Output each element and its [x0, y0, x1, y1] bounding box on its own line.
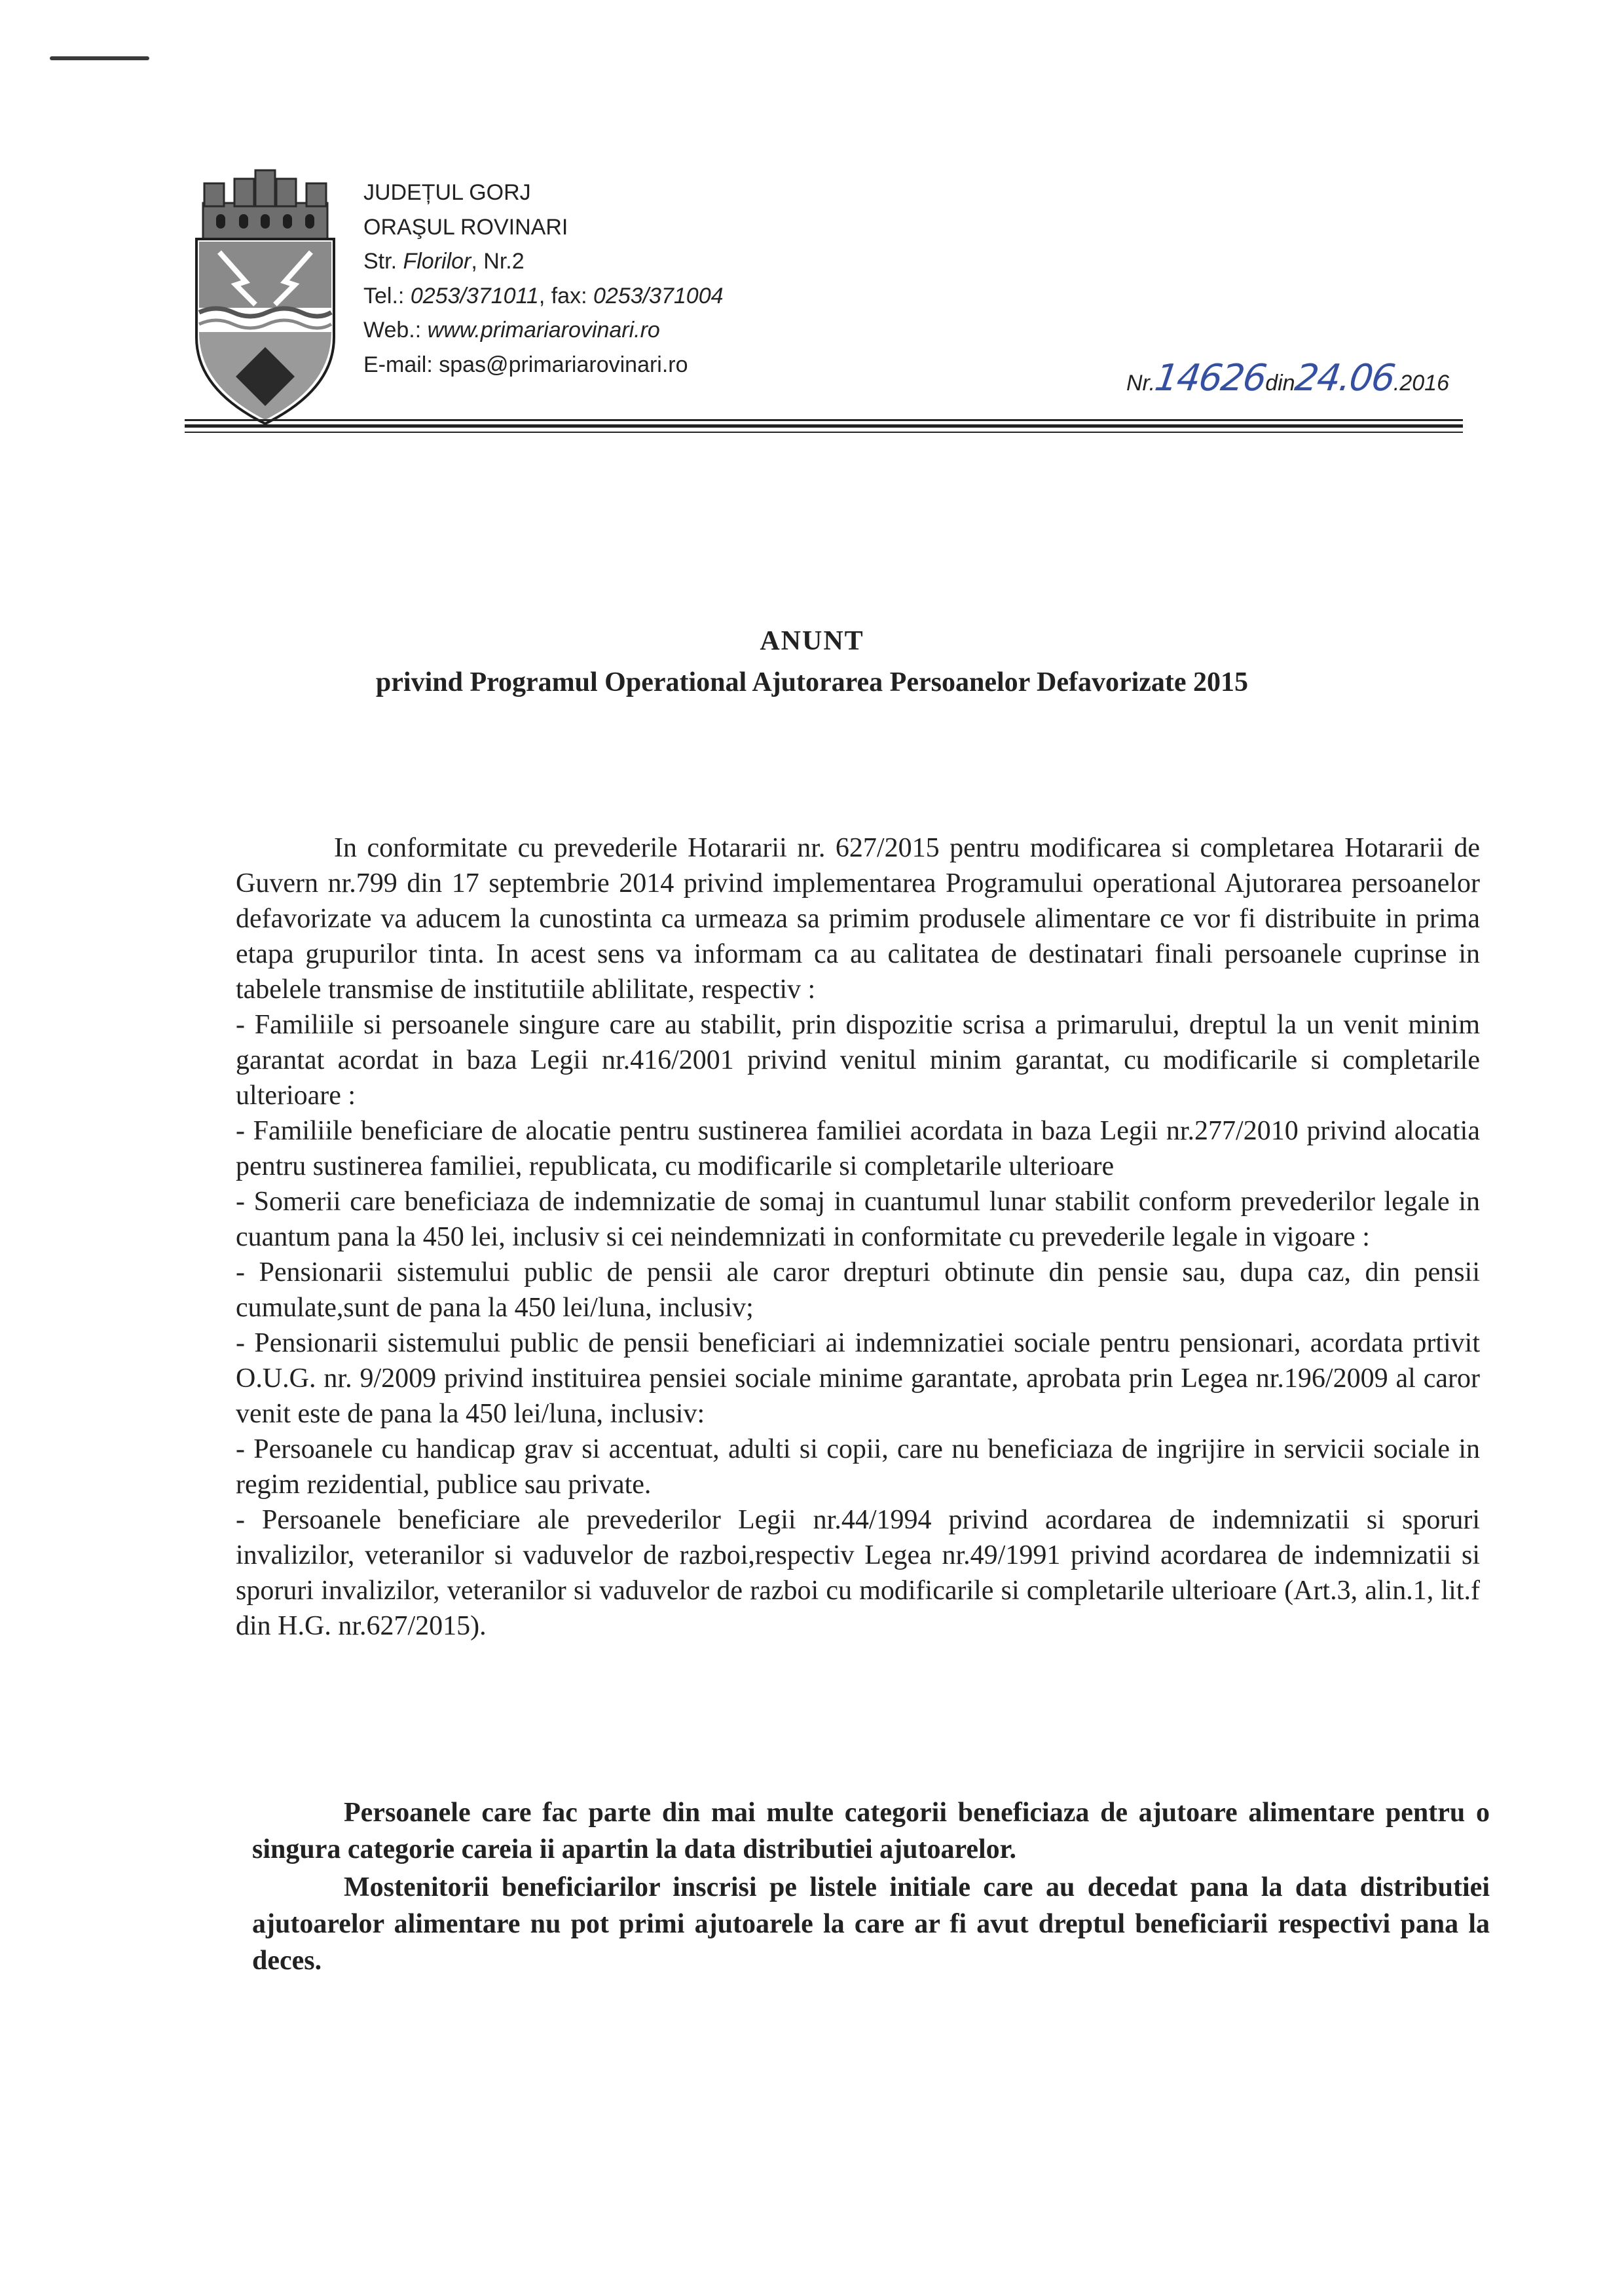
county-name: JUDEȚUL GORJ — [363, 180, 531, 205]
handwritten-number: 14626 — [1152, 357, 1268, 399]
list-item: - Pensionarii sistemului public de pensii beneficiari ai indemnizatiei sociale pentru pensionari, acordata prtivit O.U.G. nr. 9/2009 privind instituirea pensiei sociale minime garantate, aprobata prin Legea nr.196/2009 al caror venit este de pana la 450 lei/luna, inclusiv: — [236, 1328, 1480, 1429]
letterhead — [363, 176, 724, 382]
street-address: Str. Florilor, Nr.2 — [363, 249, 525, 274]
list-item: - Persoanele beneficiare ale prevederilor Legii nr.44/1994 privind acordarea de indemnizatii si sporuri invalizilor, veteranilor si vaduvelor de razboi,respectiv Legea nr.49/1991 privind acordarea de indemnizatii si sporuri invalizilor, veteranilor si vaduvelor de razboi cu modificarile si completarile ulterioare (Art.3, alin.1, lit.f din H.G. nr.627/2015). — [236, 1505, 1480, 1641]
list-item: - Pensionarii sistemului public de pensii ale caror drepturi obtinute din pensie sau, dupa caz, din pensii cumulate,sunt de pana la 450 lei/luna, inclusiv; — [236, 1257, 1480, 1323]
list-item: - Familiile beneficiare de alocatie pentru sustinerea familiei acordata in baza Legii nr.277/2010 privind alocatia pentru sustinerea familiei, republicata, cu modificarile si completarile ulterioare — [236, 1116, 1480, 1181]
document-subtitle: privind Programul Operational Ajutorarea Persoanelor Defavorizate 2015 — [375, 667, 1249, 697]
town-coat-of-arms-icon — [190, 167, 341, 429]
header-divider-middle — [185, 424, 1463, 428]
header-divider-bottom — [185, 432, 1463, 433]
closing-paragraph-1: Persoanele care fac parte din mai multe categorii beneficiaza de ajutoare alimentare pentru o singura categorie careia ii apartin la data distributiei ajutoarelor. — [252, 1798, 1490, 1864]
phone-fax: Tel.: 0253/371011, fax: 0253/371004 — [363, 283, 724, 308]
email-address: E-mail: spas@primariarovinari.ro — [363, 352, 688, 377]
header-divider-top — [185, 419, 1463, 421]
list-item: - Persoanele cu handicap grav si accentuat, adulti si copii, care nu beneficiaza de ingrijire in servicii sociale in regim rezidential, publice sau private. — [236, 1434, 1480, 1500]
closing-notes — [252, 1794, 1490, 1979]
list-item: - Somerii care beneficiaza de indemnizatie de somaj in cuantumul lunar stabilit conform prevederilor legale in cuantum pana la 450 lei, inclusiv si cei neindemnizati in conformitate cu prevederile legale in vigoare : — [236, 1187, 1480, 1252]
intro-paragraph: In conformitate cu prevederile Hotararii nr. 627/2015 pentru modificarea si completarea Hotararii de Guvern nr.799 din 17 septembrie 2014 privind implementarea Programului operational Ajutorarea persoanelor defavorizate va aducem la cunostinta ca urmeaza sa primim produsele alimentare ce vor fi distribuite in prima etapa grupurilor tinta. In acest sens va informam ca au calitatea de destinatari finali persoanele cuprinse in tabelele transmise de institutiile ablilitate, respectiv : — [236, 833, 1480, 1005]
closing-paragraph-2: Mostenitorii beneficiarilor inscrisi pe listele initiale care au decedat pana la data distributiei ajutoarelor alimentare nu pot primi ajutoarele la care ar fi avut dreptul beneficiarii respectivi pana la deces. — [252, 1872, 1490, 1976]
scan-artifact-mark — [50, 56, 149, 60]
town-name: ORAŞUL ROVINARI — [363, 214, 568, 240]
announcement-body — [236, 830, 1480, 1644]
website: Web.: www.primariarovinari.ro — [363, 318, 660, 343]
list-item: - Familiile si persoanele singure care au stabilit, prin dispozitie scrisa a primarului, dreptul la un venit minim garantat acordat in baza Legii nr.416/2001 privind venitul minim garantat, cu modificarile si completarile ulterioare : — [236, 1010, 1480, 1111]
document-title: ANUNT — [760, 626, 864, 656]
registration-number: Nr.14626din24.06.2016 — [1126, 357, 1450, 399]
handwritten-date: 24.06 — [1292, 357, 1397, 399]
